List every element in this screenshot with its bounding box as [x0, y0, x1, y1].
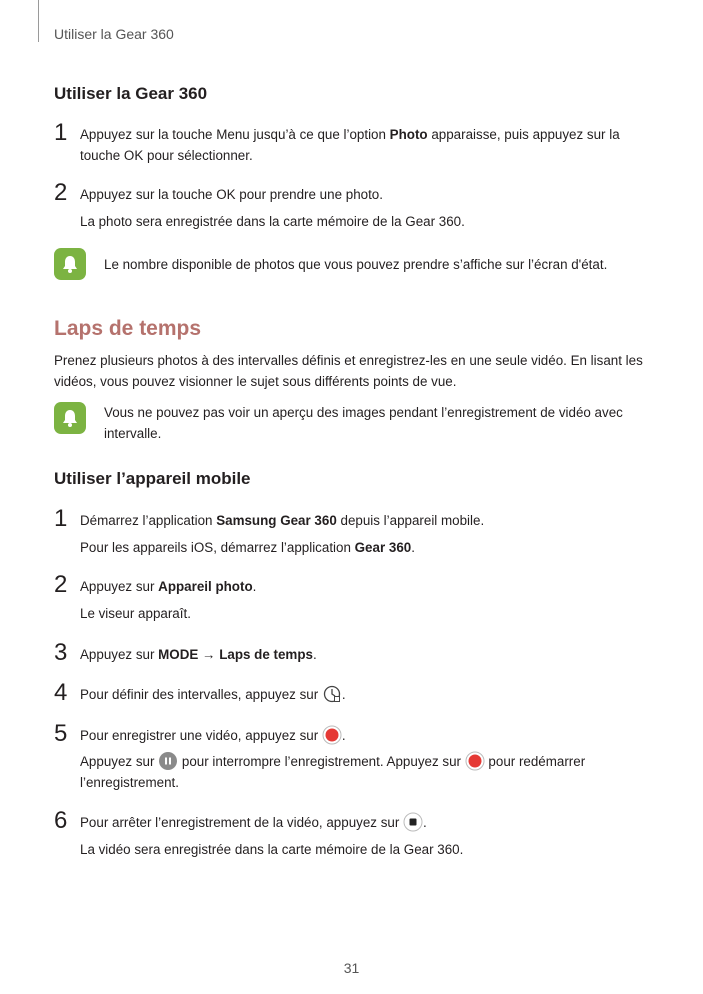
step-number: 6 [54, 807, 68, 834]
step-number: 5 [54, 720, 68, 747]
pause-icon [158, 751, 178, 771]
note-2 [54, 402, 644, 444]
step-1-detail: Pour les appareils iOS, démarrez l’application Gear 360. [80, 540, 415, 555]
record-icon [322, 725, 342, 745]
stop-icon [403, 812, 423, 832]
running-header: Utiliser la Gear 360 [54, 26, 174, 42]
step-1 [54, 505, 644, 532]
step-6-detail: La vidéo sera enregistrée dans la carte mémoire de la Gear 360. [80, 842, 464, 857]
timer-icon [322, 684, 342, 704]
step-text: Appuyez sur la touche OK pour prendre une photo. [80, 187, 383, 202]
step-2-detail: La photo sera enregistrée dans la carte mémoire de la Gear 360. [80, 214, 465, 229]
section-title-laps: Laps de temps [54, 317, 202, 340]
step-number: 2 [54, 571, 68, 598]
section-title-gear360: Utiliser la Gear 360 [54, 84, 208, 103]
step-5-detail: Appuyez sur pour interrompre l’enregistrement. Appuyez sur pour redémarrer l’enregistrement. [80, 751, 640, 793]
note-1 [54, 248, 644, 275]
step-number: 1 [54, 119, 68, 146]
step-4 [54, 679, 644, 706]
step-text: Pour définir des intervalles, appuyez sur . [80, 684, 644, 705]
step-2 [54, 179, 644, 206]
note-text: Le nombre disponible de photos que vous pouvez prendre s’affiche sur l’écran d'état. [104, 257, 608, 272]
intro-paragraph: Prenez plusieurs photos à des intervalles définis et enregistrez-les en une seule vidéo. En lisant les vidéos, vous pouvez visionner le sujet sous différents points de vue. [54, 353, 643, 389]
page-number: 31 [343, 960, 360, 976]
step-2 [54, 571, 644, 598]
step-number: 2 [54, 179, 68, 206]
note-text: Vous ne pouvez pas voir un aperçu des images pendant l’enregistrement de vidéo avec intervalle. [104, 405, 623, 441]
step-text: Démarrez l’application Samsung Gear 360 depuis l’appareil mobile. [80, 513, 485, 528]
step-5 [54, 720, 644, 747]
bell-icon [54, 248, 86, 280]
step-2-detail: Le viseur apparaît. [80, 606, 191, 621]
step-text: Pour enregistrer une vidéo, appuyez sur . [80, 725, 644, 746]
step-1 [54, 119, 644, 166]
step-number: 1 [54, 505, 68, 532]
step-number: 3 [54, 639, 68, 666]
step-6 [54, 807, 644, 834]
step-text: Appuyez sur la touche Menu jusqu’à ce que l’option Photo apparaisse, puis appuyez sur la touche OK pour sélectionner. [80, 127, 620, 163]
step-3 [54, 639, 644, 666]
step-number: 4 [54, 679, 68, 706]
section-title-mobile: Utiliser l’appareil mobile [54, 469, 251, 488]
bell-icon [54, 402, 86, 434]
step-text: Appuyez sur Appareil photo. [80, 579, 257, 594]
step-text: Appuyez sur MODE → Laps de temps. [80, 647, 317, 662]
step-text: Pour arrêter l’enregistrement de la vidéo, appuyez sur . [80, 812, 644, 833]
record-icon [465, 751, 485, 771]
header-rule [38, 0, 39, 42]
